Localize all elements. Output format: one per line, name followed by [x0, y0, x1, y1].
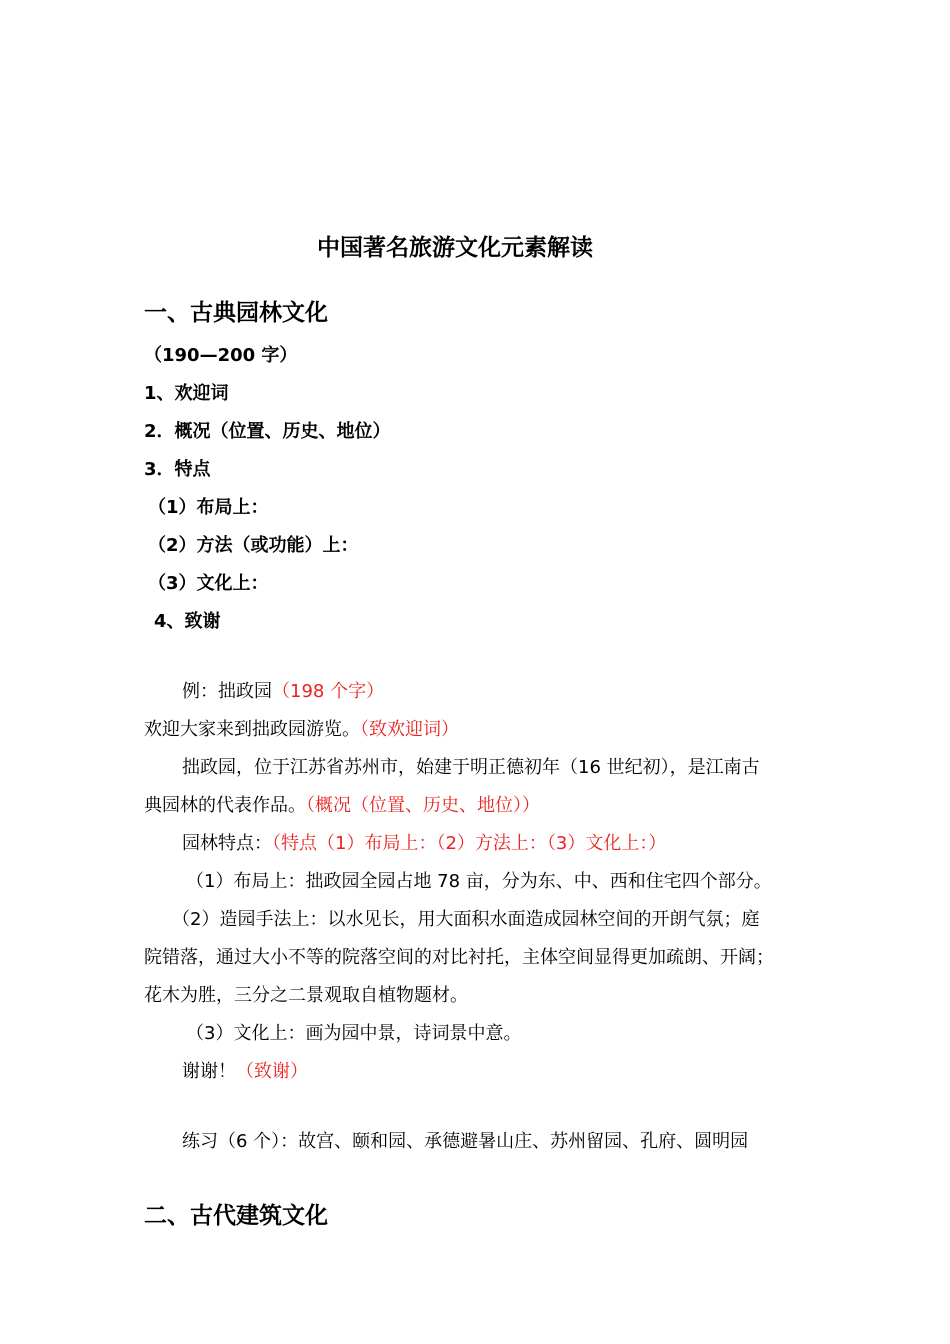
document-title: 中国著名旅游文化元素解读	[317, 235, 593, 261]
features-label: 园林特点：	[182, 833, 272, 854]
overview-annotation: （概况（位置、历史、地位））	[306, 795, 540, 816]
culture-paragraph: （3）文化上：画为园中景，诗词景中意。	[186, 1023, 522, 1044]
method-line-1: （2）造园手法上：以水见长，用大面积水面造成园林空间的开朗气氛；庭	[172, 909, 760, 930]
features-line	[182, 829, 666, 855]
welcome-text: 欢迎大家来到拙政园游览。	[144, 719, 360, 740]
word-count-note: （190—200 字）	[144, 345, 298, 366]
outline-item-overview: 2．概况（位置、历史、地位）	[144, 421, 391, 442]
section2-heading: 二、古代建筑文化	[144, 1203, 328, 1229]
outline-item-features: 3．特点	[144, 459, 211, 480]
outline-sub-culture: （3）文化上：	[148, 573, 269, 594]
features-annotation: （特点（1）布局上：（2）方法上：（3）文化上：）	[272, 833, 667, 854]
method-line-3: 花木为胜，三分之二景观取自植物题材。	[144, 985, 468, 1006]
overview-line-1: 拙政园，位于江苏省苏州市，始建于明正德初年（16 世纪初），是江南古	[182, 757, 760, 778]
method-line-2: 院错落，通过大小不等的院落空间的对比衬托，主体空间显得更加疏朗、开阔；	[144, 947, 774, 968]
thanks-annotation: （致谢）	[236, 1061, 308, 1082]
outline-item-welcome: 1、欢迎词	[144, 383, 229, 404]
outline-sub-method: （2）方法（或功能）上：	[148, 535, 359, 556]
thanks-text: 谢谢！	[182, 1061, 236, 1082]
welcome-annotation: （致欢迎词）	[360, 719, 459, 740]
welcome-line	[144, 715, 459, 741]
example-word-count: （198 个字）	[272, 681, 385, 702]
thanks-line	[182, 1057, 308, 1083]
outline-sub-layout: （1）布局上：	[148, 497, 269, 518]
example-line	[182, 677, 384, 703]
layout-paragraph: （1）布局上：拙政园全园占地 78 亩，分为东、中、西和住宅四个部分。	[186, 871, 772, 892]
section1-heading: 一、古典园林文化	[144, 300, 328, 326]
overview-text: 典园林的代表作品。	[144, 795, 306, 816]
overview-line-2	[144, 791, 540, 817]
practice-line: 练习（6 个）：故宫、颐和园、承德避暑山庄、苏州留园、孔府、圆明园	[182, 1131, 749, 1152]
outline-item-thanks: 4、致谢	[154, 611, 221, 632]
example-label: 例：拙政园	[182, 681, 272, 702]
